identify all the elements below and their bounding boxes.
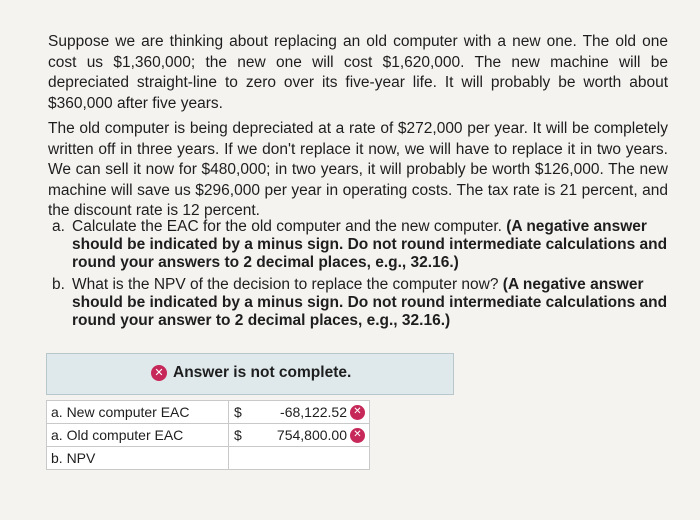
incorrect-icon: ✕ — [350, 428, 365, 443]
answer-value: -68,122.52 — [280, 404, 347, 420]
question-instructions: (A negative answer should be indicated by a minus sign. Do not round intermediate calculations and round your answers to 2 decimal places, e.g., 32.16.) — [72, 218, 668, 271]
row-label: b. NPV — [47, 447, 229, 470]
problem-paragraph-1: Suppose we are thinking about replacing an old computer with a new one. The old one cost us $1,360,000; the new one will cost $1,620,000. The new machine will be depreciated straight-line to zero over its five-year life. It will probably be worth about $360,000 after five years. — [48, 33, 668, 112]
currency-sign: $ — [234, 404, 242, 420]
answer-input-new-eac[interactable] — [229, 401, 370, 424]
table-row — [47, 401, 370, 424]
table-row — [47, 447, 370, 470]
question-b — [52, 276, 682, 330]
answer-status — [151, 364, 351, 382]
problem-paragraph-2: The old computer is being depreciated at a rate of $272,000 per year. It will be completely written off in three years. If we don't replace it now, we will have to replace it in two years. We can sell it now for $480,000; in two years, it will probably be worth $126,000. The new machine will save us $296,000 per year in operating costs. The tax rate is 21 percent, and the discount rate is 12 percent. — [48, 120, 668, 219]
answer-status-banner — [46, 353, 454, 395]
answer-value: 754,800.00 — [276, 427, 347, 443]
question-a — [52, 218, 682, 272]
table-row — [47, 424, 370, 447]
question-list — [52, 218, 682, 334]
row-label: a. Old computer EAC — [47, 424, 229, 447]
answer-table — [46, 400, 370, 470]
question-instructions: (A negative answer should be indicated by a minus sign. Do not round intermediate calculations and round your answer to 2 decimal places, e.g., 32.16.) — [72, 276, 668, 329]
answer-status-text: Answer is not complete. — [173, 364, 352, 381]
incorrect-icon: ✕ — [350, 405, 365, 420]
answer-input-npv[interactable] — [229, 447, 370, 470]
row-label: a. New computer EAC — [47, 401, 229, 424]
question-letter: a. — [52, 218, 65, 235]
answer-input-old-eac[interactable] — [229, 424, 370, 447]
currency-sign: $ — [234, 427, 242, 443]
question-text: What is the NPV of the decision to replace the computer now? — [72, 276, 499, 293]
question-text: Calculate the EAC for the old computer and the new computer. — [72, 218, 502, 235]
question-letter: b. — [52, 276, 65, 293]
x-circle-icon: ✕ — [151, 365, 167, 381]
